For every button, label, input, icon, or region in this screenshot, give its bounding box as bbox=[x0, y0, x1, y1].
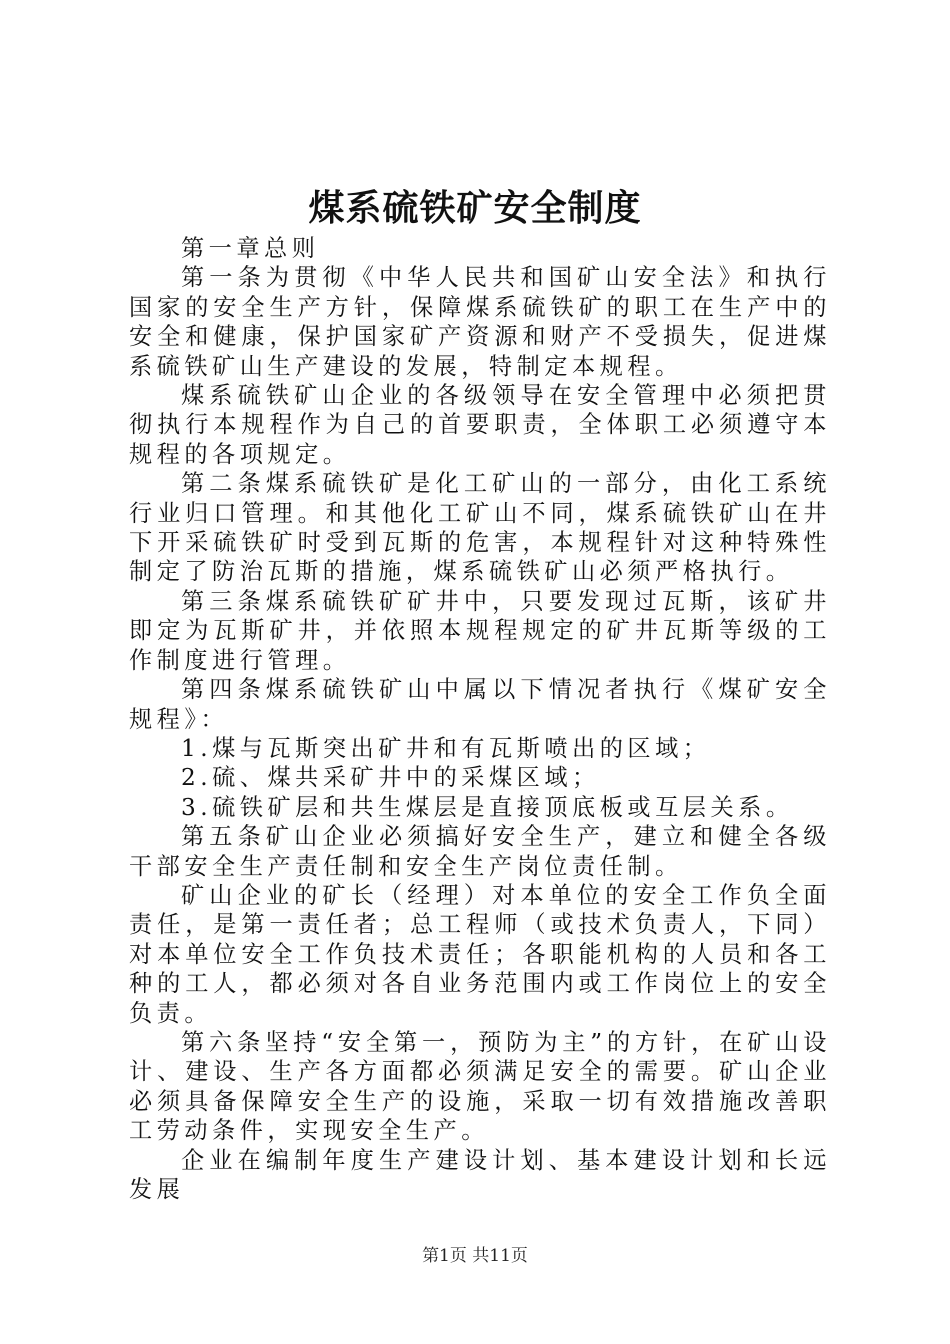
paragraph: 矿山企业的矿长（经理）对本单位的安全工作负全面责任，是第一责任者；总工程师（或技术负责人，下同）对本单位安全工作负技术责任；各职能机构的人员和各工种的工人，都必须对各自业务范围内或工作岗位上的安全负责。 bbox=[129, 881, 831, 1027]
paragraph: 第五条矿山企业必须搞好安全生产，建立和健全各级干部安全生产责任制和安全生产岗位责任制。 bbox=[129, 823, 831, 880]
paragraph: 第六条坚持“安全第一，预防为主”的方针，在矿山设计、建设、生产各方面都必须满足安全的需要。矿山企业必须具备保障安全生产的设施，采取一切有效措施改善职工劳动条件，实现安全生产。 bbox=[129, 1028, 831, 1145]
paragraph: 第二条煤系硫铁矿是化工矿山的一部分，由化工系统行业归口管理。和其他化工矿山不同，煤系硫铁矿山在井下开采硫铁矿时受到瓦斯的危害，本规程针对这种特殊性制定了防治瓦斯的措施，煤系硫铁矿山必须严格执行。 bbox=[129, 470, 831, 586]
list-item: 2.硫、煤共采矿井中的采煤区域； bbox=[181, 764, 600, 792]
list-item: 3.硫铁矿层和共生煤层是直接顶底板或互层关系。 bbox=[181, 793, 794, 821]
paragraph: 第一条为贯彻《中华人民共和国矿山安全法》和执行国家的安全生产方针，保障煤系硫铁矿的职工在生产中的安全和健康，保护国家矿产资源和财产不受损失，促进煤系硫铁矿山生产建设的发展，特制定本规程。 bbox=[129, 264, 831, 380]
chapter-heading: 第一章总则 bbox=[181, 235, 320, 262]
page-number-footer: 第1页 共11页 bbox=[422, 1246, 528, 1266]
paragraph: 第三条煤系硫铁矿矿井中，只要发现过瓦斯，该矿井即定为瓦斯矿井，并依照本规程规定的矿井瓦斯等级的工作制度进行管理。 bbox=[129, 587, 831, 674]
paragraph: 煤系硫铁矿山企业的各级领导在安全管理中必须把贯彻执行本规程作为自己的首要职责，全体职工必须遵守本规程的各项规定。 bbox=[129, 382, 831, 468]
document-body bbox=[129, 234, 831, 1204]
paragraph: 企业在编制年度生产建设计划、基本建设计划和长远发展 bbox=[129, 1146, 831, 1203]
list-item: 1.煤与瓦斯突出矿井和有瓦斯喷出的区域； bbox=[181, 734, 711, 762]
document-title: 煤系硫铁矿安全制度 bbox=[308, 187, 642, 229]
paragraph: 第四条煤系硫铁矿山中属以下情况者执行《煤矿安全规程》： bbox=[129, 676, 831, 733]
